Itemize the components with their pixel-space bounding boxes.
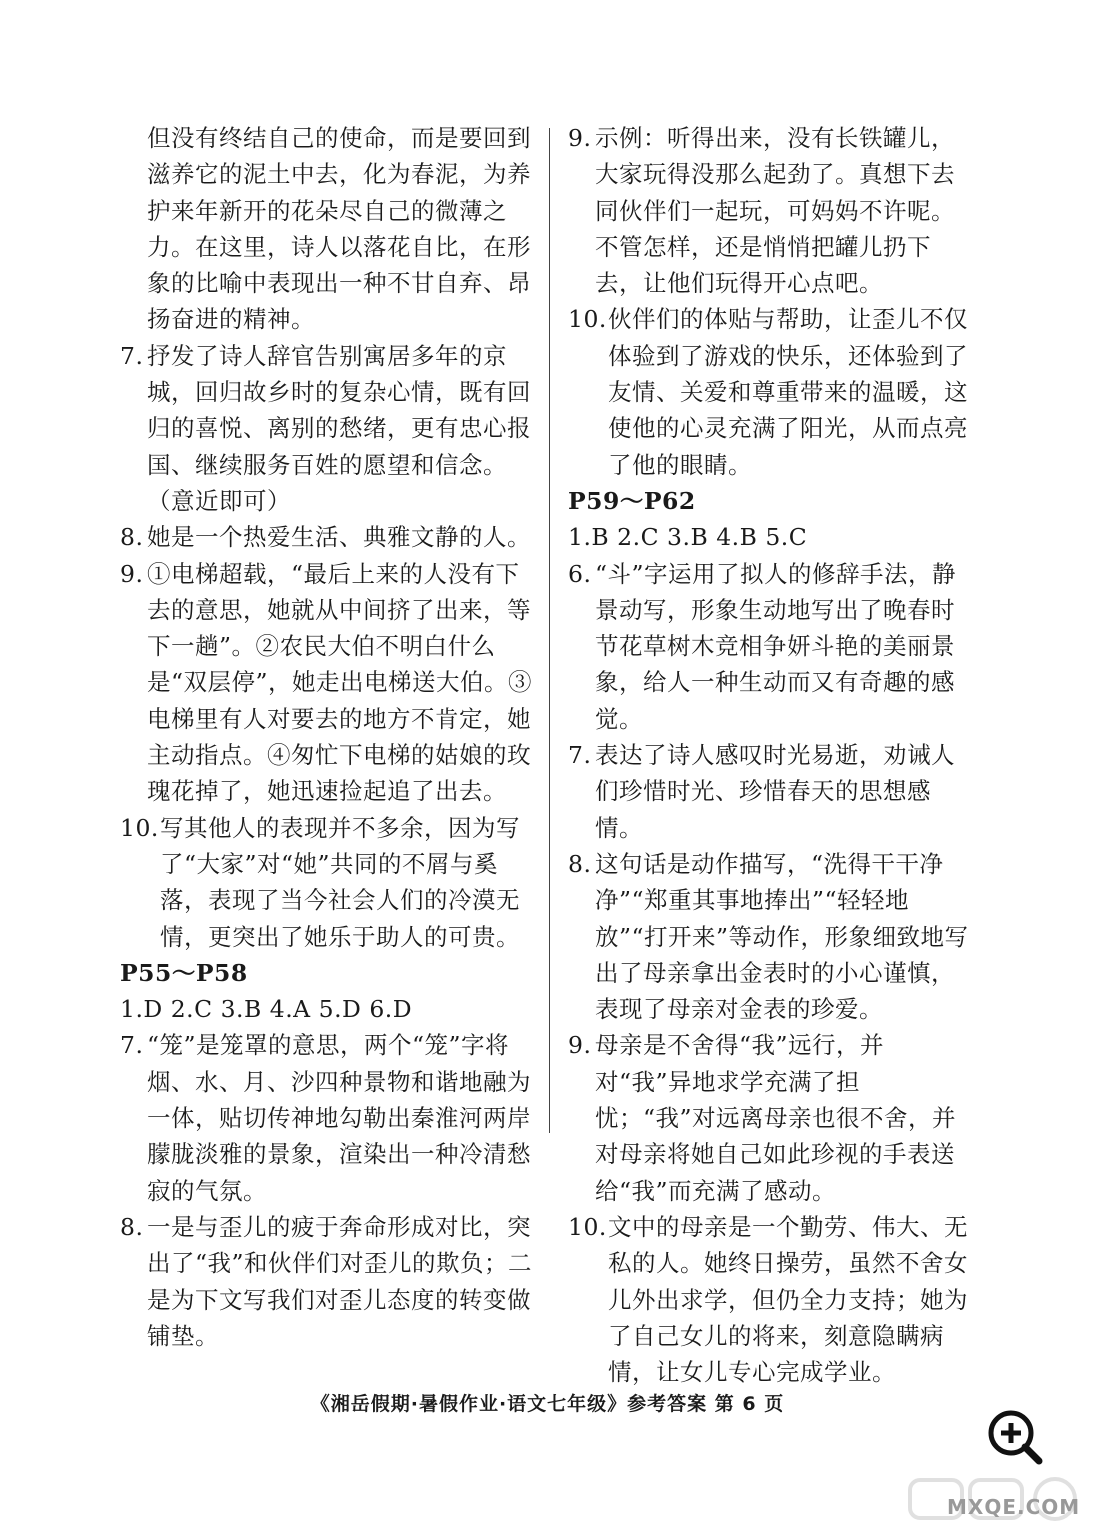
- page-footer: 《湘岳假期·暑假作业·语文七年级》参考答案 第 6 页: [310, 1393, 785, 1415]
- answer-number: 7.: [568, 741, 592, 770]
- answer-item: [568, 556, 978, 737]
- answer-item: [568, 846, 978, 1027]
- answer-number: 7.: [120, 1031, 144, 1060]
- choice-answers: 1.B 2.C 3.B 4.B 5.C: [568, 523, 808, 552]
- zoom-in-button[interactable]: [984, 1406, 1044, 1466]
- choice-answers: 1.D 2.C 3.B 4.A 5.D 6.D: [120, 995, 413, 1024]
- answer-text: 抒发了诗人辞官告别寓居多年的京城，回归故乡时的复杂心情，既有回归的喜悦、离别的愁绪，更有忠心报国、继续服务百姓的愿望和信念。（意近即可）: [147, 341, 531, 515]
- answer-item: [568, 1027, 978, 1208]
- answer-text: ①电梯超载，“最后上来的人没有下去的意思，她就从中间挤了出来，等下一趟”。②农民大伯不明白什么是“双层停”，她走出电梯送大伯。③电梯里有人对要去的地方不肯定，她主动指点。④匆忙下电梯的姑娘的玫瑰花掉了，她迅速捡起追了出去。: [147, 559, 533, 806]
- answer-list-b: [120, 1027, 540, 1354]
- answer-item: [568, 737, 978, 846]
- section-heading: P59～P62: [568, 486, 696, 515]
- section-heading: P55～P58: [120, 958, 248, 987]
- zoom-in-icon: [984, 1406, 1044, 1466]
- answer-item: [120, 338, 540, 519]
- answer-text: 母亲是不舍得“我”远行，并对“我”异地求学充满了担忧；“我”对远离母亲也很不舍，并对母亲将她自己如此珍视的手表送给“我”而充满了感动。: [595, 1031, 957, 1205]
- answer-list-a: [120, 338, 540, 955]
- answer-text: 这句话是动作描写，“洗得干干净净”“郑重其事地捧出”“轻轻地放”“打开来”等动作，形象细致地写出了母亲拿出金表时的小心谨慎，表现了母亲对金表的珍爱。: [595, 849, 969, 1024]
- answer-text: 文中的母亲是一个勤劳、伟大、无私的人。她终日操劳，虽然不舍女儿外出求学，但仍全力支持；她为了自己女儿的将来，刻意隐瞒病情，让女儿专心完成学业。: [608, 1212, 968, 1387]
- answer-item: [568, 301, 978, 482]
- answer-number: 9.: [568, 1031, 592, 1060]
- answer-list-c: [568, 120, 978, 483]
- answer-text: “斗”字运用了拟人的修辞手法，静景动写，形象生动地写出了晚春时节花草树木竞相争妍斗艳的美丽景象，给人一种生动而又有奇趣的感觉。: [595, 559, 957, 733]
- answer-text: “笼”是笼罩的意思，两个“笼”字将烟、水、月、沙四种景物和谐地融为一体，贴切传神地勾勒出秦淮河两岸朦胧淡雅的景象，渲染出一种冷清愁寂的气氛。: [147, 1031, 531, 1205]
- answer-number: 8.: [568, 849, 592, 878]
- answer-item: [120, 1027, 540, 1208]
- answer-text: 伙伴们的体贴与帮助，让歪儿不仅体验到了游戏的快乐，还体验到了友情、关爱和尊重带来的温暖，这使他的心灵充满了阳光，从而点亮了他的眼睛。: [608, 305, 968, 479]
- answer-text: 她是一个热爱生活、典雅文静的人。: [147, 523, 531, 552]
- answer-item: [120, 810, 540, 955]
- answer-item: [568, 120, 978, 301]
- answer-item: [568, 1209, 978, 1390]
- answer-text: 示例：听得出来，没有长铁罐儿，大家玩得没那么起劲了。真想下去同伙伴们一起玩，可妈妈不许呢。不管怎样，还是悄悄把罐儿扔下去，让他们玩得开心点吧。: [595, 124, 955, 298]
- answer-text: 表达了诗人感叹时光易逝，劝诫人们珍惜时光、珍惜春天的思想感情。: [595, 741, 955, 842]
- answer-item: [120, 1209, 540, 1354]
- answer-number: 9.: [568, 124, 592, 152]
- column-divider: [549, 128, 550, 1133]
- answer-item: [120, 519, 540, 555]
- answer-number: 10.: [568, 305, 607, 334]
- answer-text: 一是与歪儿的疲于奔命形成对比，突出了“我”和伙伴们对歪儿的欺负；二是为下文写我们对歪儿态度的转变做铺垫。: [147, 1212, 533, 1350]
- watermark-text: MXQE.COM: [947, 1495, 1081, 1519]
- answer-number: 10.: [120, 813, 159, 842]
- answer-number: 10.: [568, 1212, 607, 1241]
- answer-number: 9.: [120, 559, 144, 588]
- answer-number: 8.: [120, 523, 144, 552]
- continued-answer-text: 但没有终结自己的使命，而是要回到滋养它的泥土中去，化为春泥，为养护来年新开的花朵尽自己的微薄之力。在这里，诗人以落花自比，在形象的比喻中表现出一种不甘自弃、昂扬奋进的精神。: [147, 124, 531, 334]
- left-column: [120, 120, 540, 1354]
- answer-text: 写其他人的表现并不多余，因为写了“大家”对“她”共同的不屑与奚落，表现了当今社会人们的冷漠无情，更突出了她乐于助人的可贵。: [160, 813, 520, 951]
- answer-number: 7.: [120, 341, 144, 370]
- continued-answer: [120, 120, 540, 338]
- right-column: [568, 120, 978, 1390]
- answer-number: 8.: [120, 1212, 144, 1241]
- answer-list-d: [568, 556, 978, 1391]
- answer-number: 6.: [568, 559, 592, 588]
- answer-item: [120, 556, 540, 810]
